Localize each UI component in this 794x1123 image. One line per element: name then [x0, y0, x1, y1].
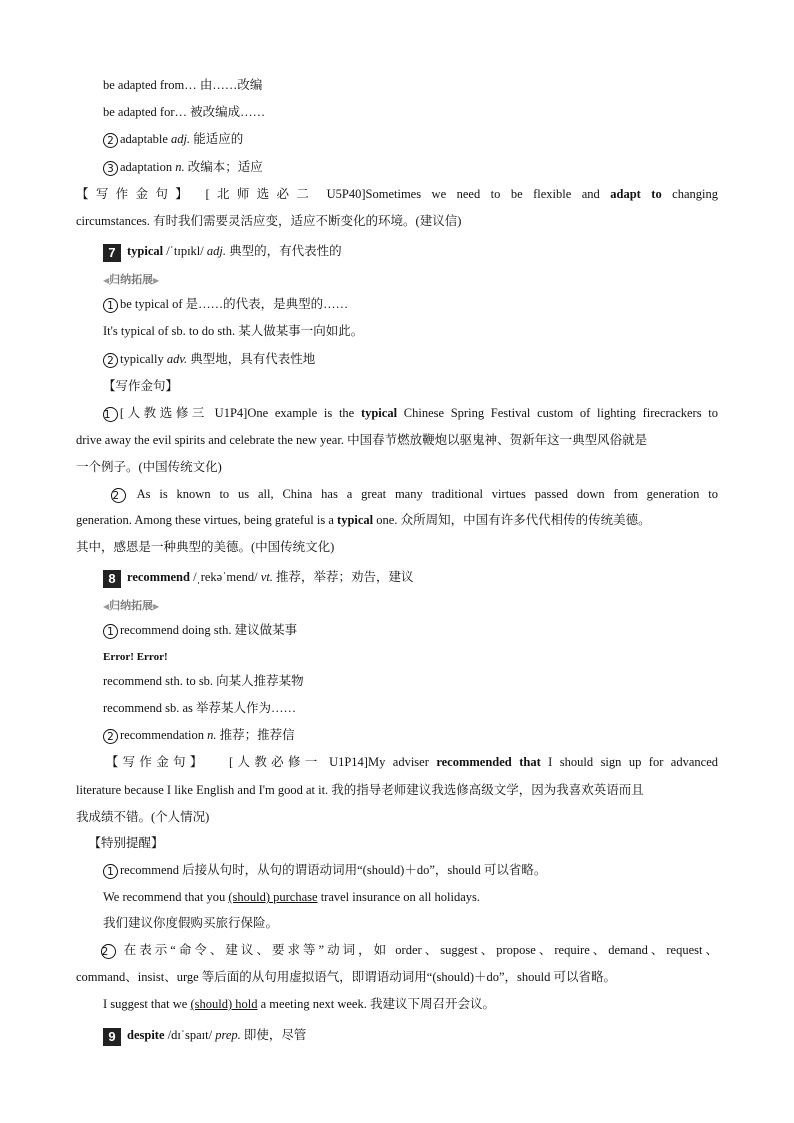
- text-line: be adapted for… 被改编成……: [103, 105, 266, 119]
- text-line: 我成绩不错。(个人情况): [76, 810, 210, 824]
- writing-sentence: 1 [人教选修三 U1P4]One example is the typical Chinese Spring Festival custom of lighting firecrackers to: [103, 406, 719, 421]
- writing-sentence: 2 As is known to us all, China has a great many traditional virtues passed down from generation to: [112, 487, 718, 502]
- right-triangle-icon: ▶: [153, 276, 160, 285]
- text-line: I suggest that we (should) hold a meeting next week. 我建议下周召开会议。: [103, 997, 495, 1011]
- text-line: 1 recommend 后接从句时，从句的谓语动词用“(should)＋do”，should 可以省略。: [103, 861, 546, 879]
- text-line: recommend sth. to sb. 向某人推荐某物: [103, 674, 304, 688]
- headword: recommend: [127, 570, 190, 584]
- left-triangle-icon: ◀: [103, 602, 110, 611]
- headword: typical: [127, 244, 164, 258]
- text-line: be adapted from… 由……改编: [103, 78, 263, 92]
- text-line: 1 recommend doing sth. 建议做某事: [103, 621, 297, 639]
- text-line: 其中，感恩是一种典型的美德。(中国传统文化): [76, 540, 335, 554]
- writing-sentence: 2 在表示“命令、建议、要求等”动词，如 order、suggest、propose、require、demand、request、: [101, 943, 719, 958]
- entry-heading: 9 despite /dɪˈspaɪt/ prep. 即使，尽管: [103, 1026, 306, 1046]
- section-head: 【写作金句】: [103, 379, 179, 393]
- circle-number: 1: [103, 407, 118, 422]
- entry-heading: 8 recommend /ˌrekəˈmend/ vt. 推荐，举荐；劝告，建议: [103, 568, 414, 588]
- text-line: 2 adaptable adj. 能适应的: [103, 130, 243, 148]
- text-line: 2 recommendation n. 推荐；推荐信: [103, 726, 295, 744]
- text-line: 一个例子。(中国传统文化): [76, 460, 222, 474]
- text-line: drive away the evil spirits and celebrate the new year. 中国春节燃放鞭炮以驱鬼神、贺新年这一典型风俗就是: [76, 433, 648, 447]
- writing-sentence: 【写作金句】 [人教必修一 U1P14]My adviser recommended that I should sign up for advanced: [105, 755, 719, 769]
- headword: despite: [127, 1028, 165, 1042]
- circle-number: 1: [103, 864, 118, 879]
- right-triangle-icon: ▶: [153, 602, 160, 611]
- text-line: 2 typically adv. 典型地，具有代表性地: [103, 350, 315, 368]
- circle-number: 2: [111, 488, 126, 503]
- text-line: command、insist、urge 等后面的从句用虚拟语气，即谓语动词用“(should)＋do”，should 可以省略。: [76, 970, 617, 984]
- circle-number: 2: [101, 944, 116, 959]
- circle-number: 1: [103, 298, 118, 313]
- text-line: 3 adaptation n. 改编本；适应: [103, 158, 263, 176]
- circle-number: 2: [103, 353, 118, 368]
- entry-number-badge: 8: [103, 570, 121, 588]
- text-line: circumstances. 有时我们需要灵活应变，适应不断变化的环境。(建议信): [76, 214, 462, 228]
- text-line: generation. Among these virtues, being grateful is a typical one. 众所周知，中国有许多代代相传的传统美德。: [76, 513, 651, 527]
- section-tag: ◀归纳拓展▶: [103, 273, 160, 286]
- section-tag: ◀归纳拓展▶: [103, 599, 160, 612]
- text-line: 我们建议你度假购买旅行保险。: [103, 916, 279, 930]
- section-head: 【特别提醒】: [88, 836, 164, 850]
- entry-number-badge: 7: [103, 244, 121, 262]
- text-line: We recommend that you (should) purchase travel insurance on all holidays.: [103, 890, 481, 904]
- circle-number: 2: [103, 729, 118, 744]
- entry-heading: 7 typical /ˈtɪpɪkl/ adj. 典型的，有代表性的: [103, 242, 342, 262]
- circle-number: 2: [103, 133, 118, 148]
- circle-number: 1: [103, 624, 118, 639]
- error-text: Error! Error!: [103, 651, 168, 663]
- text-line: It's typical of sb. to do sth. 某人做某事一向如此。: [103, 324, 364, 338]
- text-line: literature because I like English and I'm good at it. 我的指导老师建议我选修高级文学，因为我喜欢英语而且: [76, 783, 644, 797]
- writing-sentence: 【写作金句】 [北师选必二 U5P40]Sometimes we need to be flexible and adapt to changing: [76, 187, 719, 201]
- entry-number-badge: 9: [103, 1028, 121, 1046]
- left-triangle-icon: ◀: [103, 276, 110, 285]
- text-line: recommend sb. as 举荐某人作为……: [103, 701, 297, 715]
- circle-number: 3: [103, 161, 118, 176]
- text-line: 1 be typical of 是……的代表，是典型的……: [103, 295, 348, 313]
